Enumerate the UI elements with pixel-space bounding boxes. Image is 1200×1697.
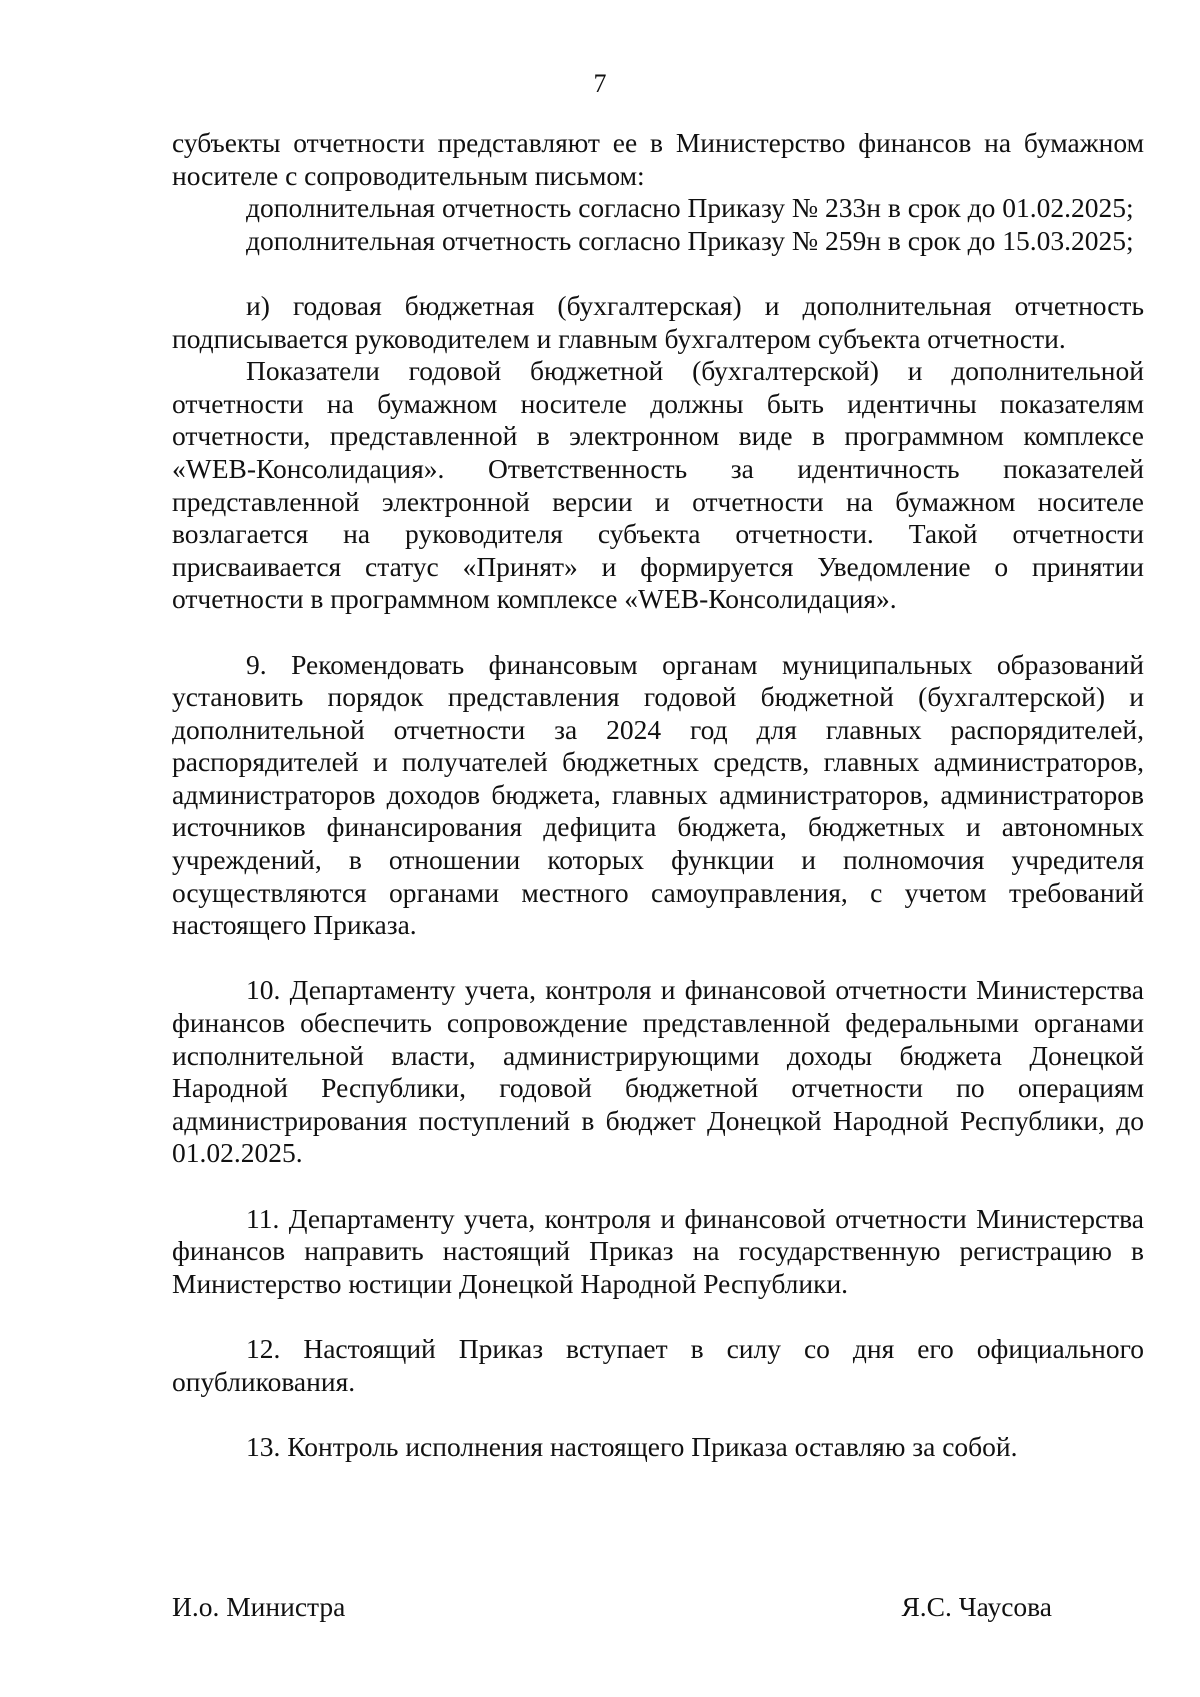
paragraph-item-9: 9. Рекомендовать финансовым органам муниципальных образований установить порядок представления годовой бюджетной (бухгалтерской) и дополнительной отчетности за 2024 год для главных распорядителей, распорядителей и получателей бюджетных средств, главных администраторов, администраторов доходов бюджета, главных администраторов, администраторов источников финансирования дефицита бюджета, бюджетных и автономных учреждений, в отношении которых функции и полномочия учредителя осуществляются органами местного самоуправления, с учетом требований настоящего Приказа.	[172, 648, 1144, 941]
signatory-name: Я.С. Чаусова	[901, 1591, 1052, 1622]
paragraph-item-12: 12. Настоящий Приказ вступает в силу со дня его официального опубликования.	[172, 1332, 1144, 1397]
paragraph-item-10: 10. Департаменту учета, контроля и финансовой отчетности Министерства финансов обеспечить сопровождение представленной федеральными органами исполнительной власти, администрирующими доходы бюджета Донецкой Народной Республики, годовой бюджетной отчетности по операциям администрирования поступлений в бюджет Донецкой Народной Республики, до 01.02.2025.	[172, 974, 1144, 1169]
page-number: 7	[593, 69, 607, 98]
signatory-position: И.о. Министра	[172, 1591, 346, 1622]
document-body	[172, 127, 1144, 1463]
paragraph-indicators: Показатели годовой бюджетной (бухгалтерской) и дополнительной отчетности на бумажном носителе должны быть идентичны показателям отчетности, представленной в электронном виде в программном комплексе «WEB-Консолидация». Ответственность за идентичность показателей представленной электронной версии и отчетности на бумажном носителе возлагается на руководителя субъекта отчетности. Такой отчетности присваивается статус «Принят» и формируется Уведомление о принятии отчетности в программном комплексе «WEB-Консолидация».	[172, 355, 1144, 615]
paragraph-intro: субъекты отчетности представляют ее в Министерство финансов на бумажном носителе с сопроводительным письмом:	[172, 127, 1144, 191]
paragraph-item-i: и) годовая бюджетная (бухгалтерская) и дополнительная отчетность подписывается руководителем и главным бухгалтером субъекта отчетности.	[172, 289, 1144, 354]
paragraph-item-13: 13. Контроль исполнения настоящего Приказа оставляю за собой.	[246, 1430, 1018, 1462]
paragraph-report-233n: дополнительная отчетность согласно Приказу № 233н в срок до 01.02.2025;	[246, 192, 1134, 224]
paragraph-report-259n: дополнительная отчетность согласно Приказу № 259н в срок до 15.03.2025;	[246, 224, 1134, 256]
paragraph-item-11: 11. Департаменту учета, контроля и финансовой отчетности Министерства финансов направить настоящий Приказ на государственную регистрацию в Министерство юстиции Донецкой Народной Республики.	[172, 1202, 1144, 1299]
